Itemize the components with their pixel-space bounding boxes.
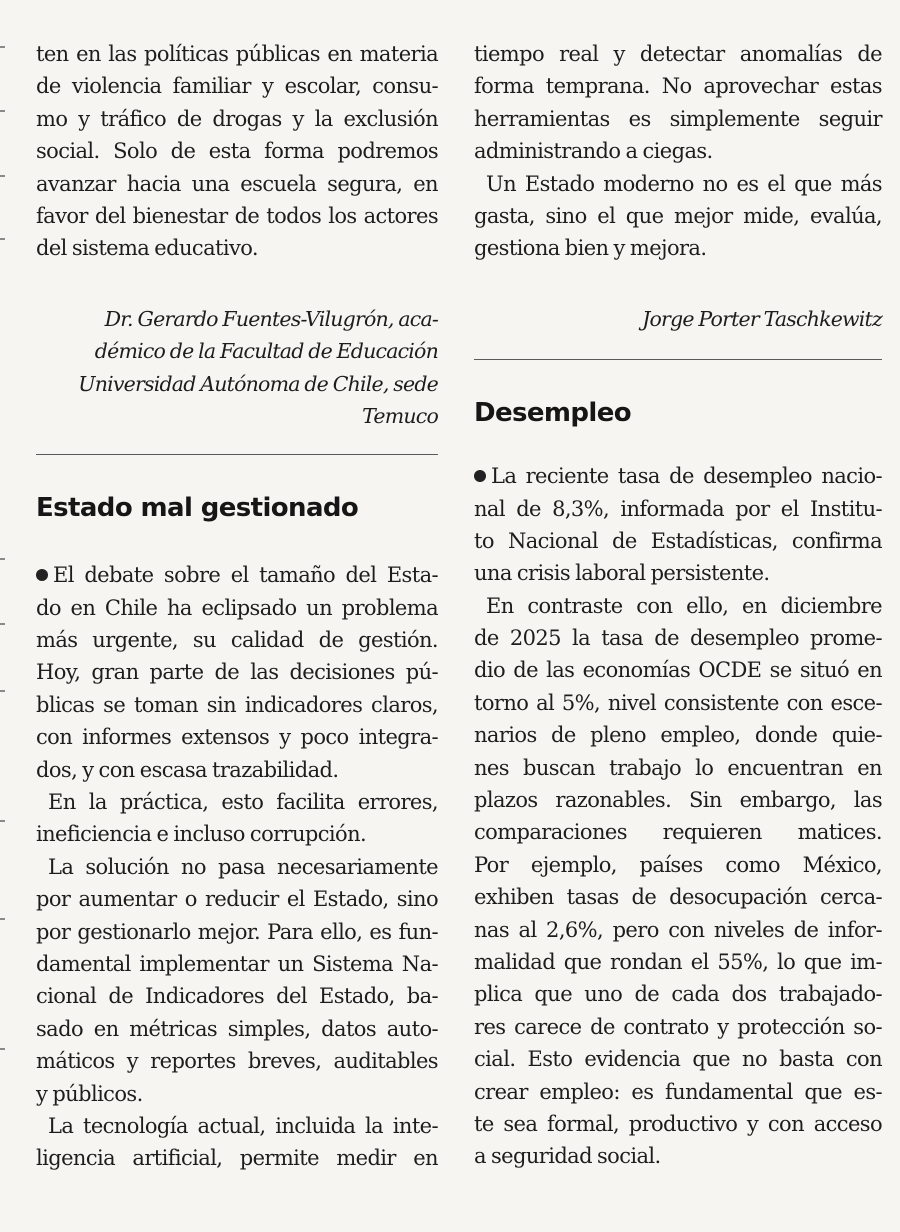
text-line: y públicos. [36, 1081, 143, 1106]
text-line: do en Chile ha eclipsado un problema [36, 595, 438, 620]
text-line: más urgente, su calidad de gestión. [36, 628, 438, 653]
text-line: nes buscan trabajo lo encuentran en [474, 755, 882, 780]
text-line: avanzar hacia una escuela segura, en [36, 171, 438, 196]
gutter-mark [0, 110, 5, 112]
left-signature [36, 303, 438, 433]
text-line: narios de pleno empleo, donde quie- [474, 723, 882, 748]
text-line [474, 460, 882, 492]
gutter-mark [0, 1048, 5, 1050]
signature-line: Universidad Autónoma de Chile, sede [78, 371, 438, 396]
text-line: gestiona bien y mejora. [474, 236, 707, 261]
text-line: con informes extensos y poco integra- [36, 725, 438, 750]
text-line: torno al 5%, nivel consistente con esce- [474, 690, 882, 715]
text-line: ligencia artificial, permite medir en [36, 1146, 438, 1171]
gutter-mark [0, 918, 5, 920]
gutter-mark [0, 690, 5, 692]
text-line: blicas se toman sin indicadores claros, [36, 692, 438, 717]
text-line: mo y tráfico de drogas y la exclusión [36, 106, 438, 131]
text-line: Por ejemplo, países como México, [474, 852, 882, 877]
text-line: exhiben tasas de desocupación cerca- [474, 885, 882, 910]
gutter-mark [0, 175, 5, 177]
text-line: por aumentar o reducir el Estado, sino [36, 887, 438, 912]
text-line: una crisis laboral persistente. [474, 561, 770, 586]
text-line: crear empleo: es fundamental que es- [474, 1079, 882, 1104]
text-line: social. Solo de esta forma podremos [36, 139, 438, 164]
right-column [474, 38, 882, 1173]
left-article-text [36, 559, 438, 1174]
text-line: ineficiencia e incluso corrupción. [36, 822, 367, 847]
text-line: Un Estado moderno no es el que más [486, 171, 882, 196]
gutter-mark [0, 623, 5, 625]
article-title: Desempleo [474, 398, 632, 429]
text-line: Hoy, gran parte de las decisiones pú- [36, 660, 438, 685]
text-line: sado en métricas simples, datos auto- [36, 1016, 438, 1041]
text-line: ten en las políticas públicas en materia [36, 42, 438, 66]
left-intro-text [36, 38, 438, 265]
text-line: La tecnología actual, incluida la inte- [48, 1113, 438, 1138]
text-line [36, 559, 438, 591]
text-line: malidad que rondan el 55%, lo que im- [474, 949, 882, 974]
text-line: gasta, sino el que mejor mide, evalúa, [474, 203, 882, 228]
text-line: de violencia familiar y escolar, consu- [36, 74, 438, 99]
text-line: nal de 8,3%, informada por el Institu- [474, 496, 882, 521]
article-title: Estado mal gestionado [36, 493, 359, 524]
right-signature [474, 303, 882, 335]
text-line: to Nacional de Estadísticas, confirma [474, 528, 882, 553]
text-line: te sea formal, productivo y con acceso [474, 1111, 882, 1136]
text-line: favor del bienestar de todos los actores [36, 203, 438, 228]
section-divider [36, 454, 438, 455]
signature-line: Dr. Gerardo Fuentes-Vilugrón, aca- [104, 306, 438, 331]
gutter-mark [0, 558, 5, 560]
text-span: La reciente tasa de desempleo nacio- [491, 464, 882, 489]
text-line: a seguridad social. [474, 1144, 661, 1169]
text-line: de 2025 la tasa de desempleo prome- [474, 626, 882, 651]
text-line: En la práctica, esto facilita errores, [48, 790, 438, 815]
gutter-mark [0, 238, 5, 240]
text-line: res carece de contrato y protección so- [474, 1014, 882, 1039]
text-line: plazos razonables. Sin embargo, las [474, 788, 882, 813]
text-line: por gestionarlo mejor. Para ello, es fun- [36, 919, 438, 944]
bullet-icon [474, 470, 486, 482]
left-column [36, 38, 438, 1175]
right-intro-text [474, 38, 882, 265]
text-line: dos, y con escasa trazabilidad. [36, 757, 339, 782]
text-line: plica que uno de cada dos trabajado- [474, 982, 882, 1007]
signature-line: démico de la Facultad de Educación [94, 339, 438, 364]
gutter-mark [0, 46, 5, 48]
gutter-mark [0, 820, 5, 822]
text-line: administrando a ciegas. [474, 139, 713, 164]
text-line: del sistema educativo. [36, 236, 258, 261]
text-line: herramientas es simplemente seguir [474, 106, 882, 131]
text-line: tiempo real y detectar anomalías de [474, 42, 882, 66]
text-line: La solución no pasa necesariamente [48, 854, 438, 879]
bullet-icon [36, 569, 48, 581]
text-line: dio de las economías OCDE se situó en [474, 658, 882, 683]
text-line: damental implementar un Sistema Na- [36, 951, 438, 976]
signature-line: Temuco [362, 403, 438, 428]
text-line: cional de Indicadores del Estado, ba- [36, 984, 438, 1009]
text-line: máticos y reportes breves, auditables [36, 1049, 438, 1074]
signature-line: Jorge Porter Taschkewitz [642, 306, 882, 331]
text-span: El debate sobre el tamaño del Esta- [53, 563, 438, 588]
text-line: cial. Esto evidencia que no basta con [474, 1047, 882, 1072]
text-line: comparaciones requieren matices. [474, 820, 882, 845]
text-line: En contraste con ello, en diciembre [486, 593, 882, 618]
text-line: forma temprana. No aprovechar estas [474, 74, 882, 99]
section-divider [474, 359, 882, 360]
right-article-text [474, 460, 882, 1173]
text-line: nas al 2,6%, pero con niveles de infor- [474, 917, 882, 942]
